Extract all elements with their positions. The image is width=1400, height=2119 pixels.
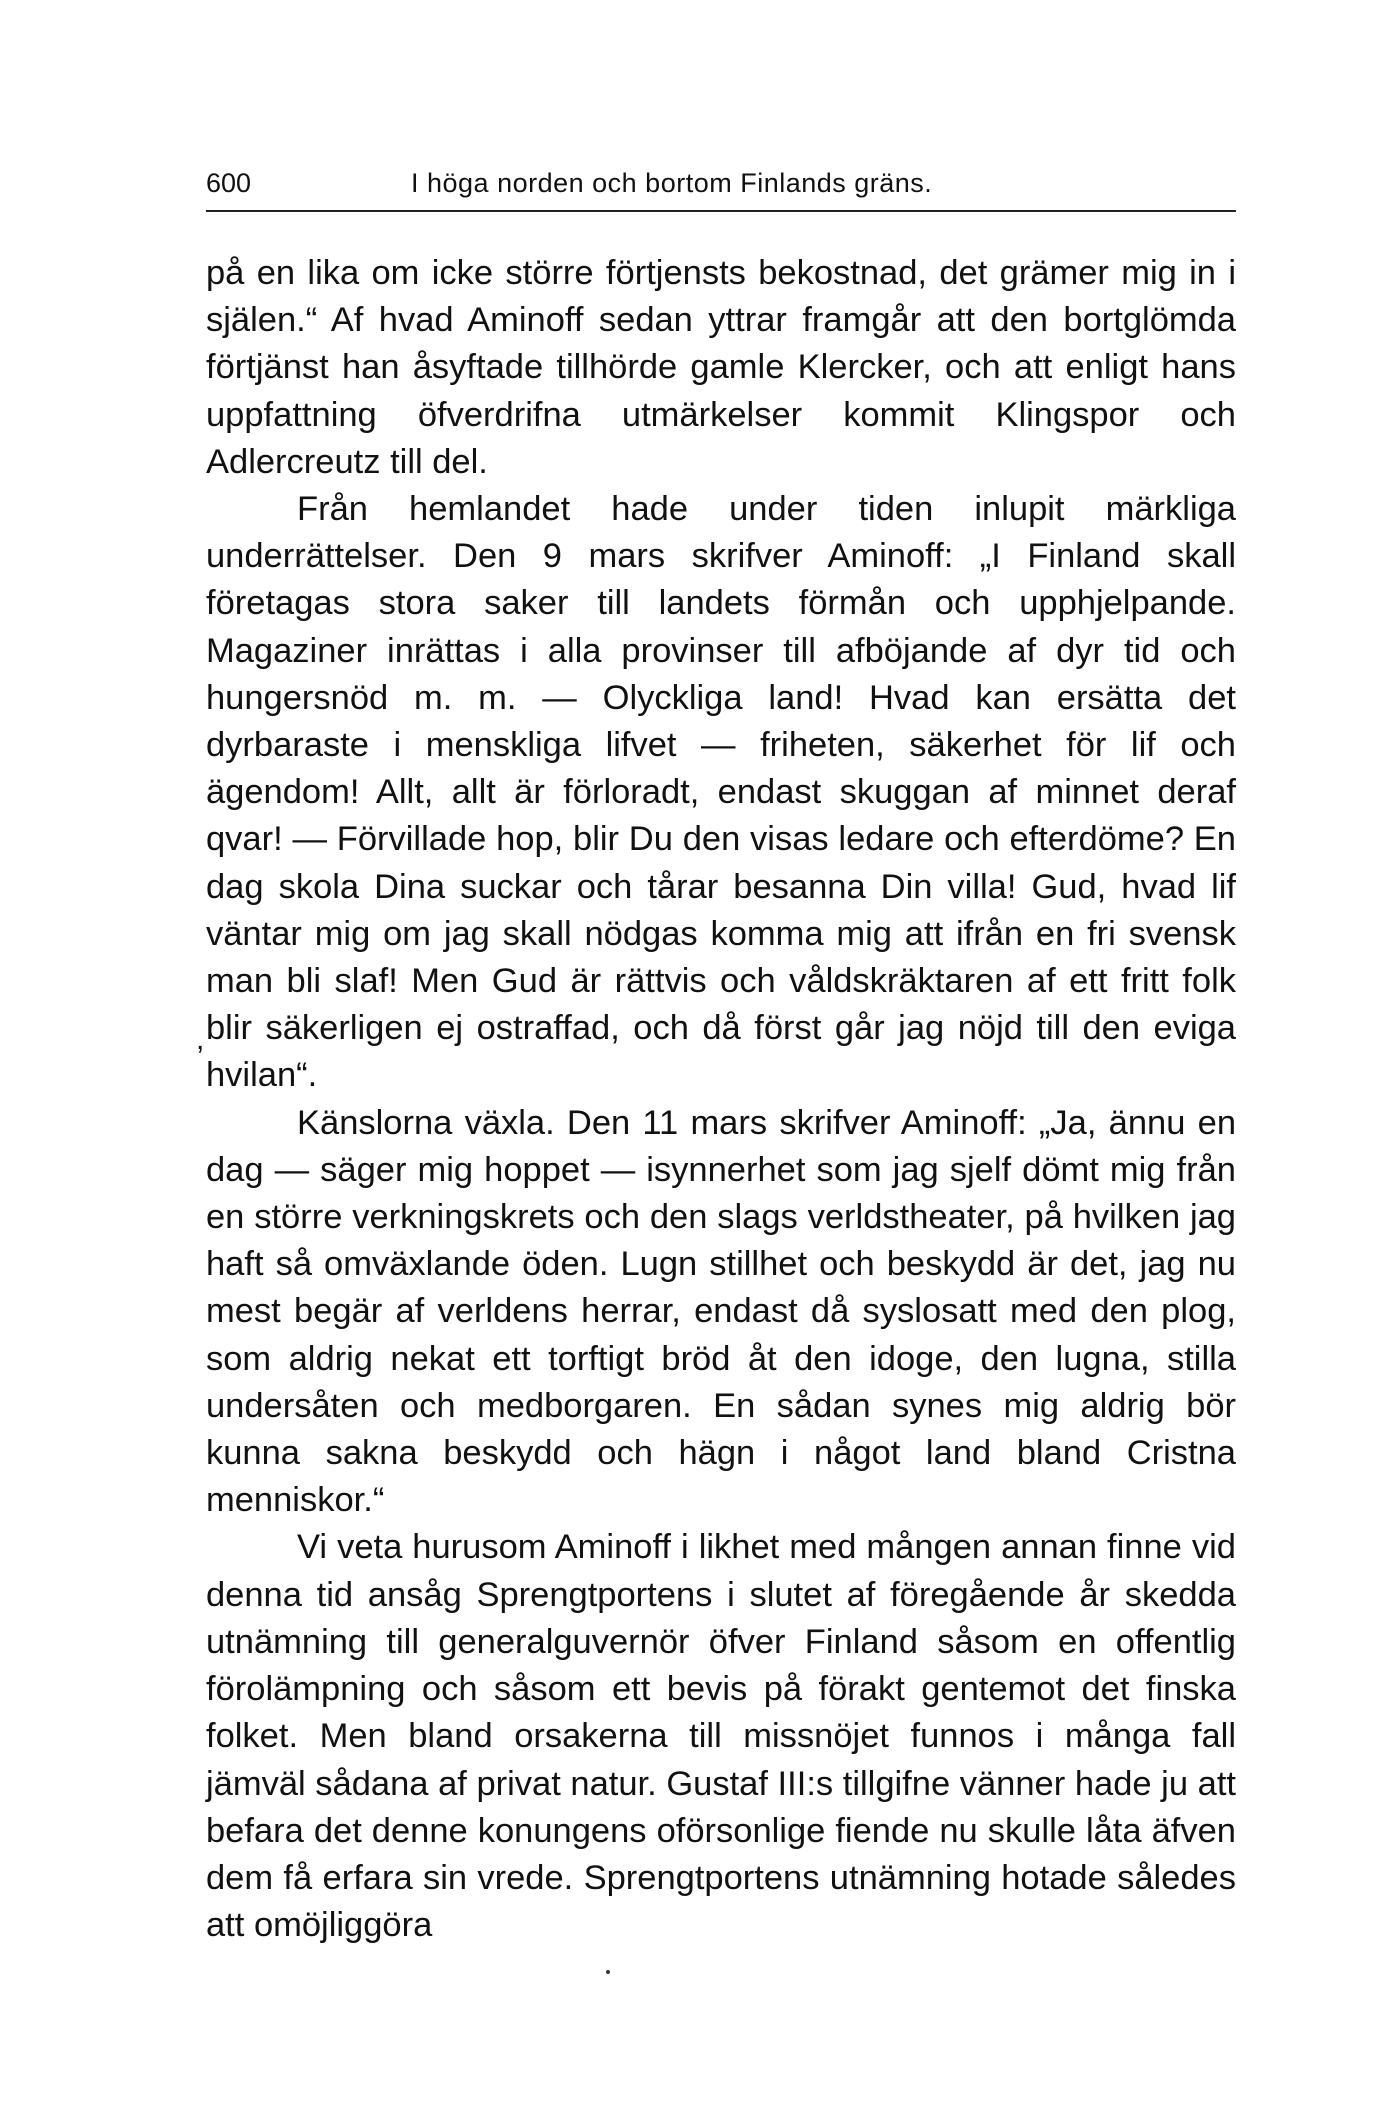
paragraph-1: på en lika om icke större förtjensts bekostnad, det grämer mig in i själen.“ Af hvad Aminoff sedan yttrar framgår att den bortglömda förtjänst han åsyftade tillhörde gamle Klercker, och att enligt hans uppfattning öfverdrifna utmärkelser kommit Klingspor och Adlercreutz till del. bbox=[206, 254, 1236, 481]
running-title: I höga norden och bortom Finlands gräns. bbox=[411, 168, 933, 198]
body-text bbox=[206, 250, 1236, 1949]
paragraph-2: Från hemlandet hade under tiden inlupit märkliga underrättelser. Den 9 mars skrifver Aminoff: „I Finland skall företagas stora saker till landets förmån och upphjelpande. Magaziner inrättas i alla provinser till afböjande af dyr tid och hungersnöd m. m. — Olyckliga land! Hvad kan ersätta det dyrbaraste i menskliga lifvet — friheten, säkerhet för lif och ägendom! Allt, allt är förloradt, endast skuggan af minnet deraf qvar! — Förvillade hop, blir Du den visas ledare och efterdöme? En dag skola Dina suckar och tårar besanna Din villa! Gud, hvad lif väntar mig om jag skall nödgas komma mig att ifrån en fri svensk man bli slaf! Men Gud är rättvis och våldskräktaren af ett fritt folk blir säkerligen ej ostraffad, och då först går jag nöjd till den eviga hvilan“. bbox=[206, 490, 1236, 1095]
paragraph-3: Känslorna växla. Den 11 mars skrifver Aminoff: „Ja, ännu en dag — säger mig hoppet — isynnerhet som jag sjelf dömt mig från en större verkningskrets och den slags verldstheater, på hvilken jag haft så omväxlande öden. Lugn stillhet och beskydd är det, jag nu mest begär af verldens herrar, endast då syslosatt med den plog, som aldrig nekat ett torftigt bröd åt den idoge, den lugna, stilla undersåten och medborgaren. En sådan synes mig aldrig bör kunna sakna beskydd och hägn i något land bland Cristna menniskor.“ bbox=[206, 1103, 1236, 1520]
page-header bbox=[206, 163, 1236, 203]
margin-mark: , bbox=[196, 1023, 205, 1056]
paragraph-4: Vi veta hurusom Aminoff i likhet med mången annan finne vid denna tid ansåg Sprengtportens i slutet af föregående år skedda utnämning till generalguvernör öfver Finland såsom en offentlig förolämpning och såsom ett bevis på förakt gentemot det finska folket. Men bland orsakerna till missnöjet funnos i många fall jämväl sådana af privat natur. Gustaf III:s tillgifne vänner hade ju att befara det denne konungens oförsonlige fiende nu skulle låta äfven dem få erfara sin vrede. Sprengtportens utnämning hotade således att omöjliggöra bbox=[206, 1528, 1236, 1945]
stray-ink-dot bbox=[606, 1970, 610, 1974]
page-number: 600 bbox=[206, 168, 252, 198]
header-rule bbox=[206, 210, 1236, 212]
